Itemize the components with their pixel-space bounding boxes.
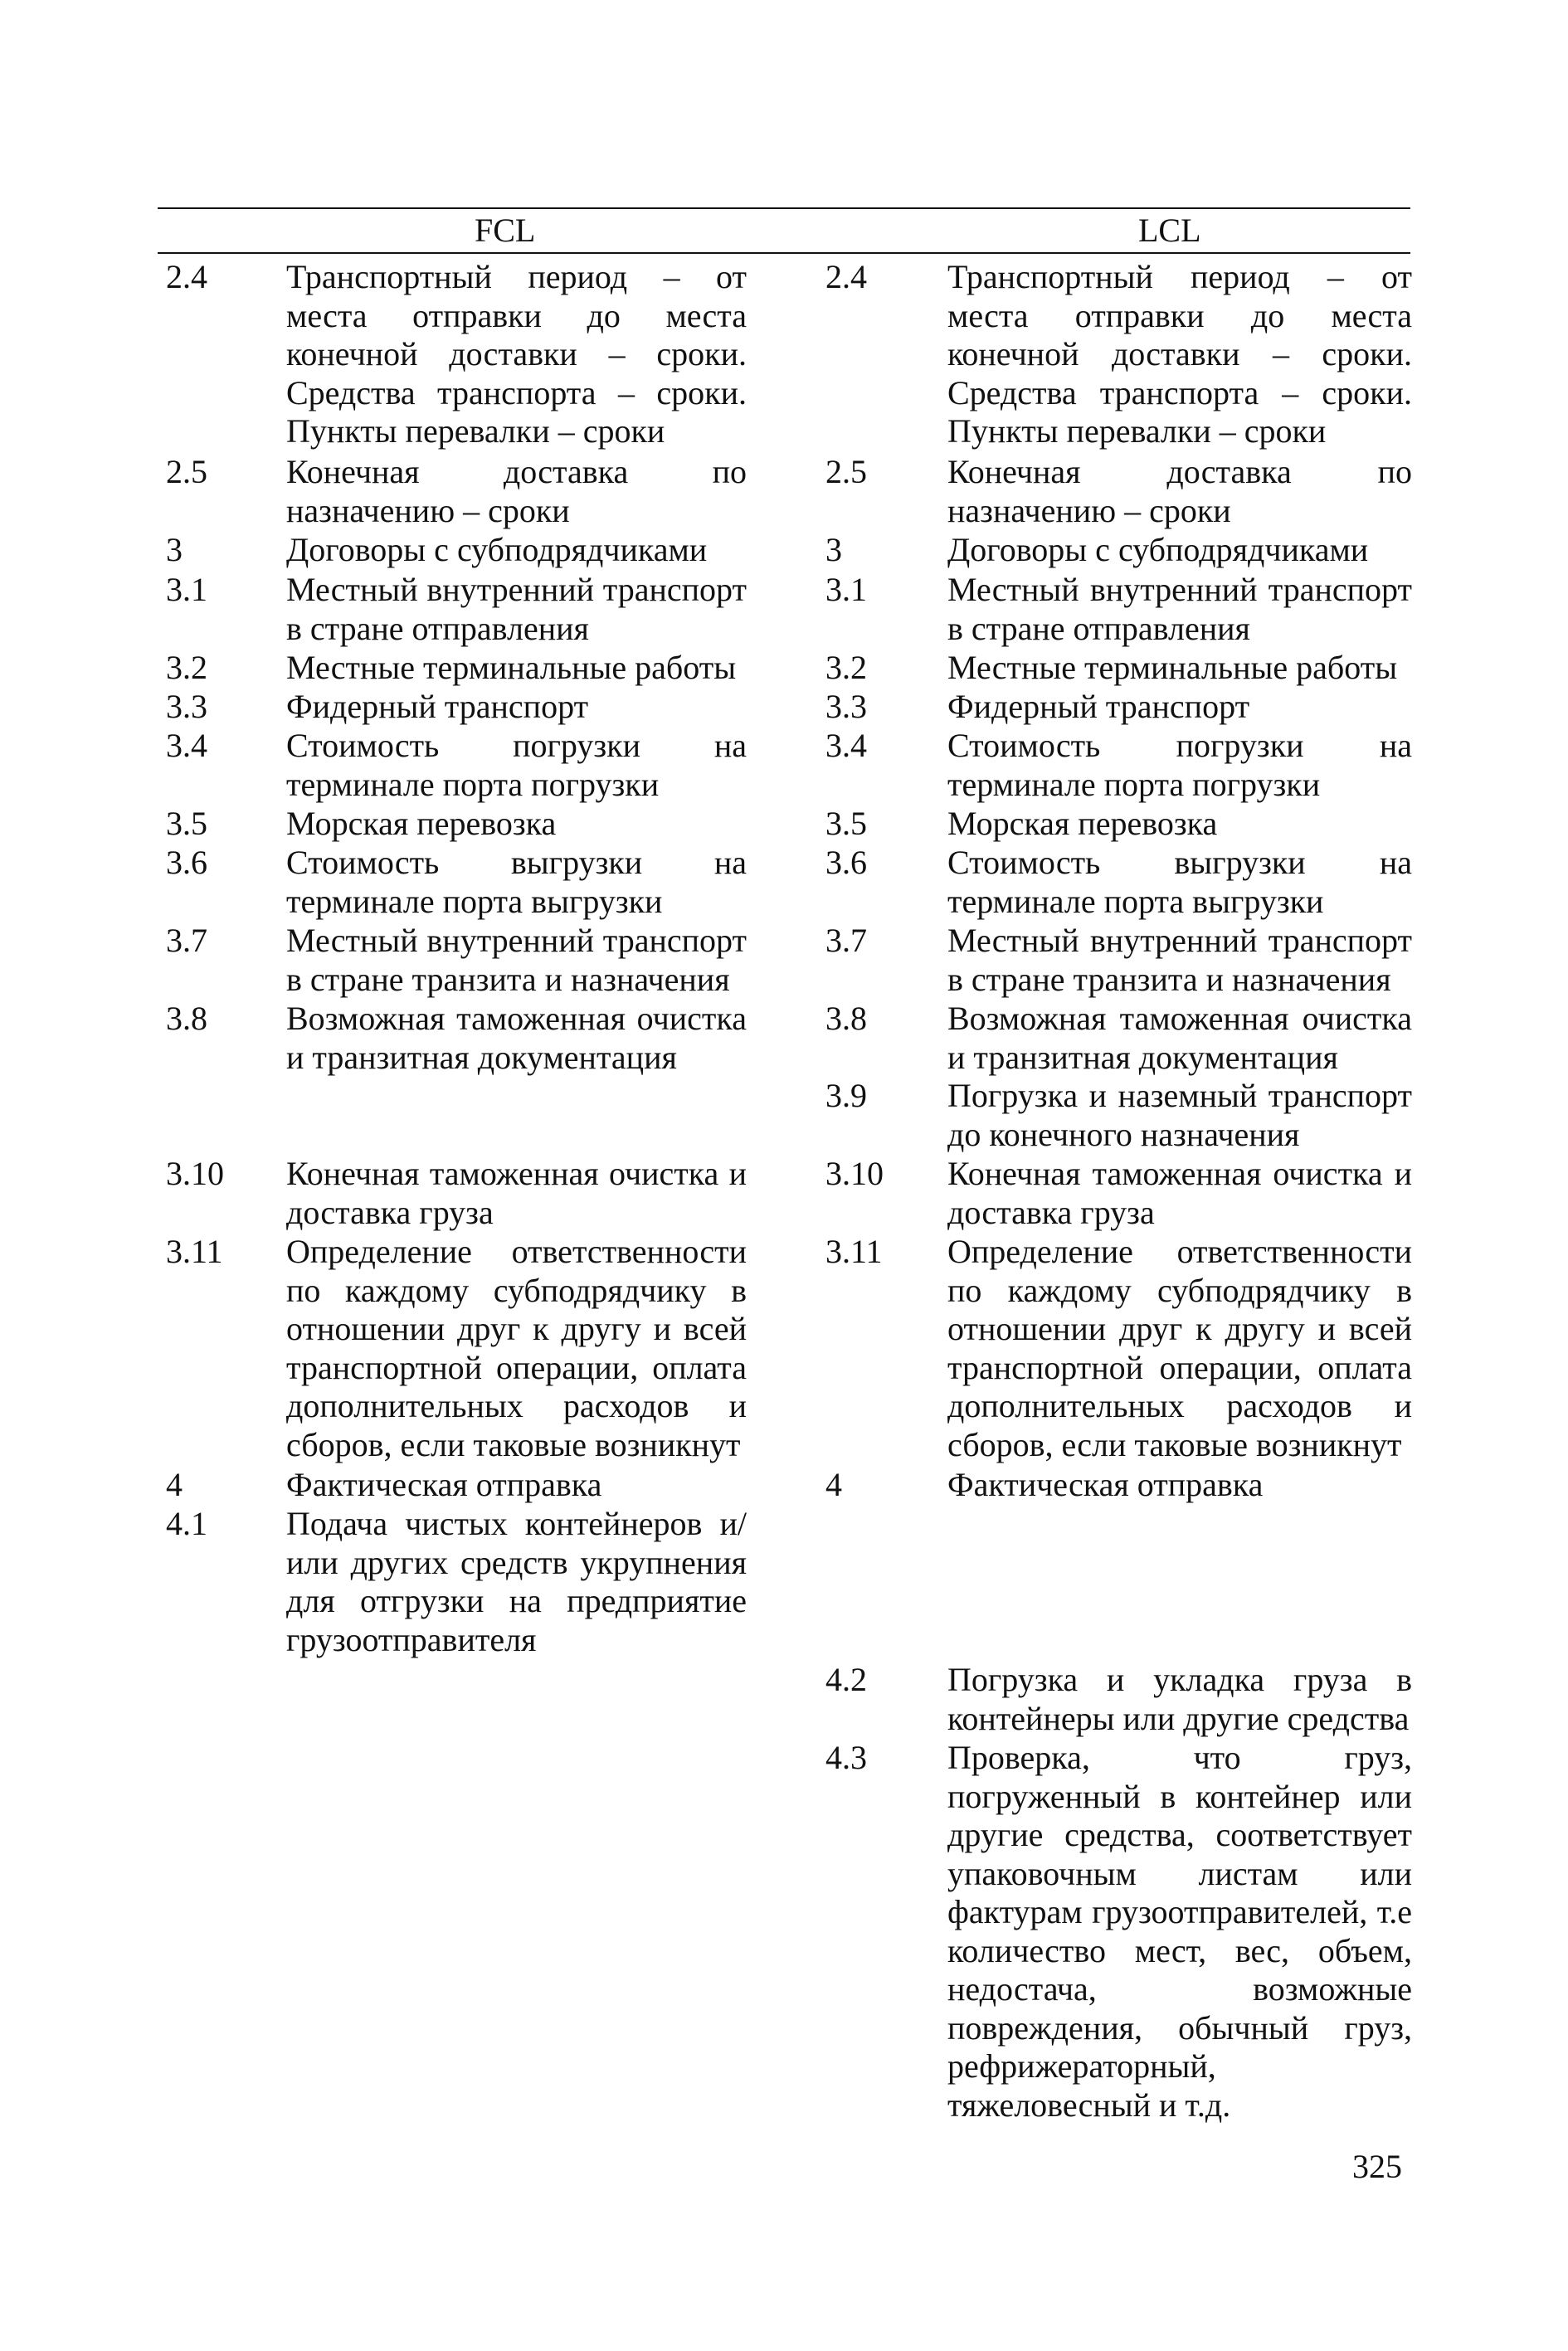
fcl-row-text: Договоры с субподрядчиками (286, 531, 708, 568)
table-header-rule (158, 252, 1410, 254)
lcl-row-number: 3.11 (825, 1233, 883, 1270)
lcl-row-number: 3.9 (825, 1077, 867, 1114)
lcl-row-number: 2.5 (825, 453, 867, 490)
fcl-row-number: 3.1 (166, 571, 207, 608)
lcl-row-number: 3.4 (825, 727, 867, 764)
fcl-row-text: Определение ответственности по каждому субподрядчику в отношении друг к другу и всей транспортной операции, оплата дополнительных расходов и сборов, если таковые возникнут (286, 1233, 747, 1463)
fcl-row-number: 2.4 (166, 258, 207, 295)
fcl-row-number: 3 (166, 531, 183, 568)
lcl-row-number: 3 (825, 531, 842, 568)
lcl-row-text: Возможная таможенная очистка и транзитная документация (947, 1000, 1412, 1076)
lcl-row-number: 3.5 (825, 805, 867, 842)
fcl-row-number: 2.5 (166, 453, 207, 490)
fcl-row-text: Фактическая отправка (286, 1466, 602, 1503)
fcl-row-number: 3.5 (166, 805, 207, 842)
fcl-row-text: Подача чистых контейнеров и/или других средств укрупнения для отгрузки на предприятие грузоотправителя (286, 1505, 747, 1658)
lcl-row-text: Фактическая отправка (947, 1466, 1264, 1503)
fcl-row-number: 3.7 (166, 922, 207, 959)
lcl-row-text: Фидерный транспорт (947, 688, 1250, 725)
column-header-lcl: LCL (1138, 212, 1201, 249)
lcl-row-text: Морская перевозка (947, 805, 1218, 842)
lcl-row-text: Транспортный период – от места отправки до места конечной доставки – сроки. Средства транспорта – сроки. Пункты перевалки – сроки (947, 258, 1412, 450)
fcl-row-number: 4.1 (166, 1505, 207, 1542)
lcl-row-text: Проверка, что груз, погруженный в контейнер или другие средства, соответствует упаковочным листам или фактурам грузоотправителей, т.е количество мест, вес, объем, недостача, возможные повреждения, обычный груз, рефрижераторный, тяжеловесный и т.д. (947, 1739, 1412, 2124)
fcl-row-text: Стоимость погрузки на терминале порта погрузки (286, 727, 747, 803)
fcl-row-text: Фидерный транспорт (286, 688, 589, 725)
fcl-row-text: Местный внутренний транспорт в стране отправления (286, 571, 747, 647)
lcl-row-text: Договоры с субподрядчиками (947, 531, 1369, 568)
fcl-row-number: 3.10 (166, 1155, 224, 1192)
lcl-row-number: 3.8 (825, 1000, 867, 1037)
fcl-row-text: Конечная таможенная очистка и доставка груза (286, 1155, 747, 1231)
fcl-row-number: 3.6 (166, 844, 207, 881)
fcl-row-number: 4 (166, 1466, 183, 1503)
column-header-fcl: FCL (475, 212, 536, 249)
fcl-row-text: Конечная доставка по назначению – сроки (286, 453, 747, 529)
fcl-row-text: Местный внутренний транспорт в стране транзита и назначения (286, 922, 747, 998)
lcl-row-text: Конечная таможенная очистка и доставка груза (947, 1155, 1412, 1231)
fcl-row-text: Местные терминальные работы (286, 649, 737, 686)
fcl-row-text: Транспортный период – от места отправки до места конечной доставки – сроки. Средства транспорта – сроки. Пункты перевалки – сроки (286, 258, 747, 450)
lcl-row-text: Стоимость выгрузки на терминале порта выгрузки (947, 844, 1412, 920)
lcl-row-number: 3.3 (825, 688, 867, 725)
fcl-row-number: 3.4 (166, 727, 207, 764)
page-number: 325 (1352, 2148, 1402, 2185)
lcl-row-text: Местный внутренний транспорт в стране отправления (947, 571, 1412, 647)
fcl-row-text: Морская перевозка (286, 805, 557, 842)
lcl-row-text: Погрузка и укладка груза в контейнеры или другие средства (947, 1661, 1412, 1737)
fcl-row-number: 3.2 (166, 649, 207, 686)
fcl-row-number: 3.3 (166, 688, 207, 725)
table-top-rule (158, 207, 1410, 209)
lcl-row-number: 3.10 (825, 1155, 884, 1192)
fcl-row-number: 3.8 (166, 1000, 207, 1037)
fcl-row-text: Возможная таможенная очистка и транзитная документация (286, 1000, 747, 1076)
fcl-row-number: 3.11 (166, 1233, 223, 1270)
fcl-row-text: Стоимость выгрузки на терминале порта выгрузки (286, 844, 747, 920)
lcl-row-number: 4.3 (825, 1739, 867, 1776)
lcl-row-text: Местный внутренний транспорт в стране транзита и назначения (947, 922, 1412, 998)
lcl-row-number: 4 (825, 1466, 842, 1503)
lcl-row-number: 4.2 (825, 1661, 867, 1698)
lcl-row-number: 3.6 (825, 844, 867, 881)
lcl-row-text: Определение ответственности по каждому субподрядчику в отношении друг к другу и всей транспортной операции, оплата дополнительных расходов и сборов, если таковые возникнут (947, 1233, 1412, 1463)
lcl-row-number: 3.2 (825, 649, 867, 686)
lcl-row-text: Местные терминальные работы (947, 649, 1398, 686)
lcl-row-text: Погрузка и наземный транспорт до конечного назначения (947, 1077, 1412, 1153)
lcl-row-text: Конечная доставка по назначению – сроки (947, 453, 1412, 529)
lcl-row-text: Стоимость погрузки на терминале порта погрузки (947, 727, 1412, 803)
lcl-row-number: 3.7 (825, 922, 867, 959)
lcl-row-number: 2.4 (825, 258, 867, 295)
lcl-row-number: 3.1 (825, 571, 867, 608)
